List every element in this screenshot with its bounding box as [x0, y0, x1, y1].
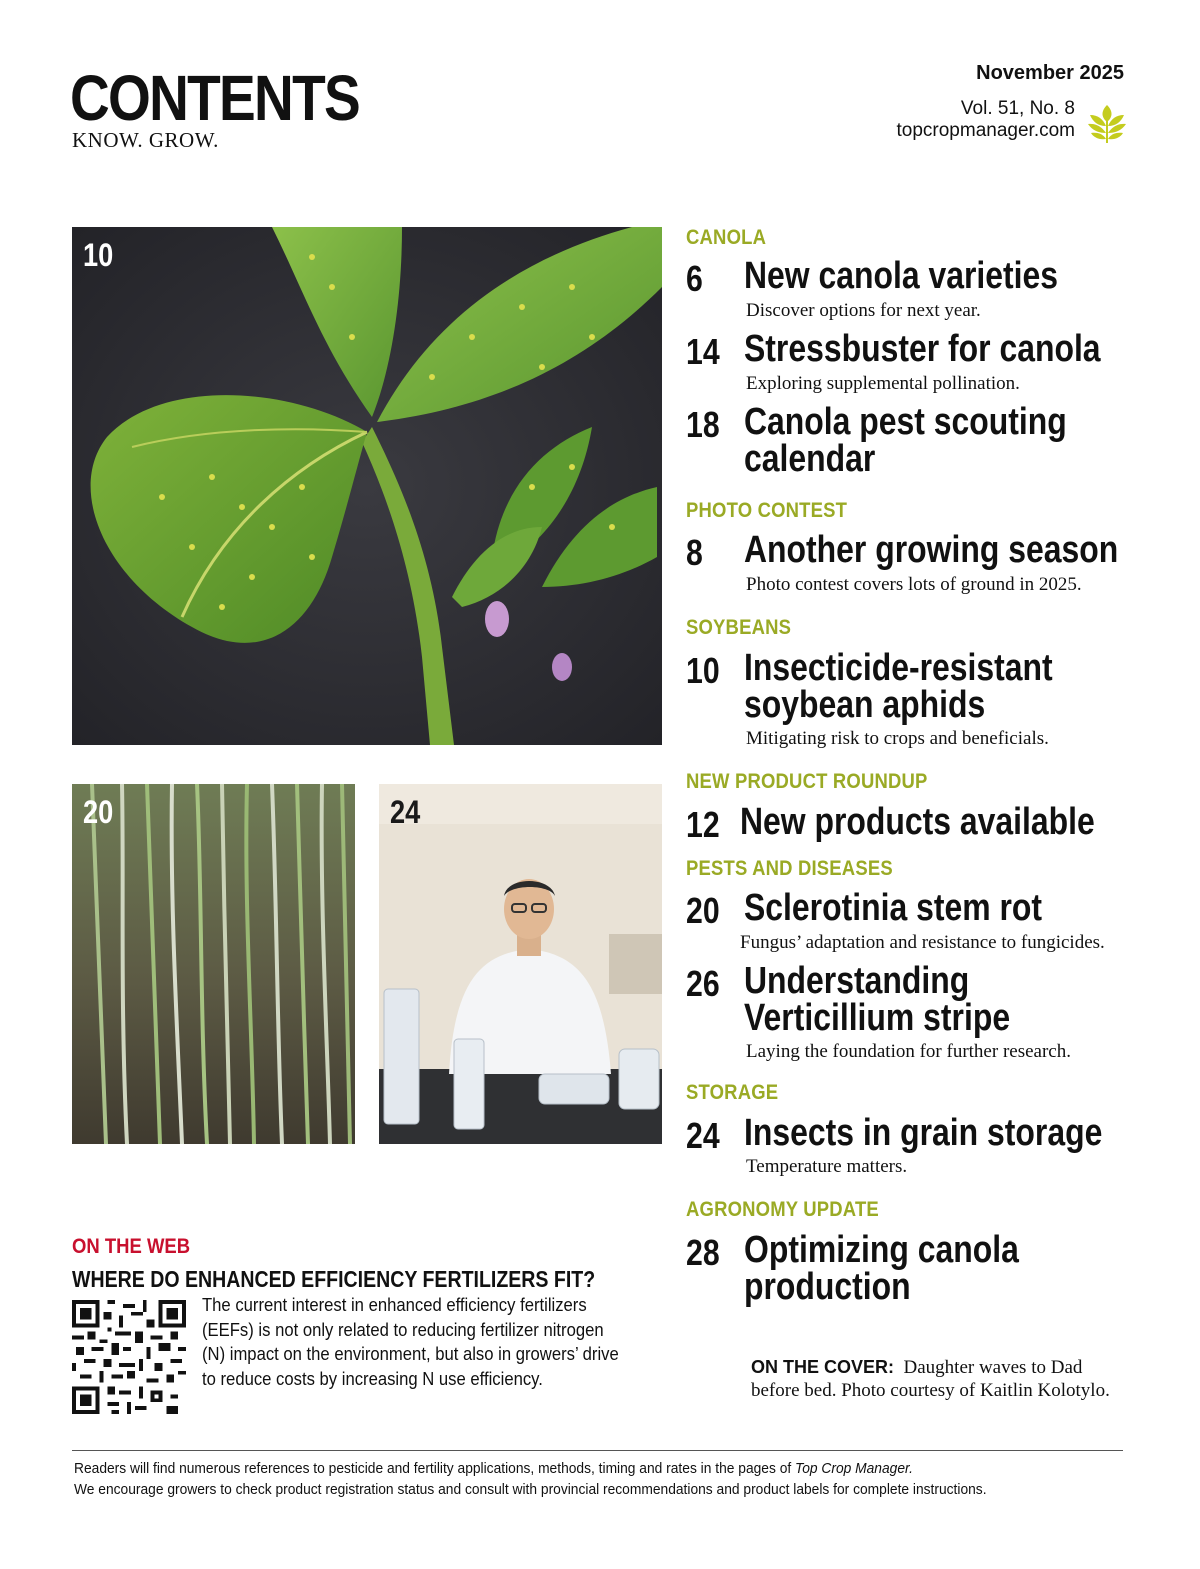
cover-text: Daughter waves to Dad before bed. Photo courtesy of Kaitlin Kolotylo. [751, 1357, 1110, 1401]
qr-code-icon[interactable] [72, 1300, 186, 1414]
entry-description: Temperature matters. [746, 1156, 908, 1177]
photo-soybean-aphids[interactable] [72, 227, 662, 745]
photo-page-number: 20 [83, 794, 114, 830]
photo-page-number: 24 [390, 794, 421, 830]
entry-title: Another growing season [744, 529, 1119, 571]
entry-title: New canola varieties [744, 255, 1059, 297]
on-the-web-headline[interactable]: WHERE DO ENHANCED EFFICIENCY FERTILIZERS FIT? [72, 1266, 596, 1292]
entry-page-number: 10 [686, 650, 720, 691]
entry-title: Understanding [744, 960, 970, 1002]
entry-description: Discover options for next year. [746, 300, 981, 321]
magazine-name: Top Crop Manager. [795, 1460, 913, 1477]
issue-date: November 2025 [976, 62, 1124, 84]
masthead-title: CONTENTS [70, 62, 359, 134]
website-link[interactable]: topcropmanager.com [896, 120, 1075, 141]
entry-title: Optimizing canola [744, 1229, 1019, 1271]
photo-sclerotinia-stems[interactable] [72, 784, 355, 1144]
entry-description: Exploring supplemental pollination. [746, 373, 1020, 394]
researcher-lab-image [379, 784, 662, 1144]
section-heading-agronomy-update: AGRONOMY UPDATE [686, 1198, 879, 1221]
entry-description: Fungus’ adaptation and resistance to fungicides. [740, 932, 1105, 953]
cover-note [751, 1356, 1131, 1402]
section-heading-soybeans: SOYBEANS [686, 616, 792, 639]
entry-title: Sclerotinia stem rot [744, 887, 1043, 929]
section-heading-pests-and-diseases: PESTS AND DISEASES [686, 857, 893, 880]
entry-description: Mitigating risk to crops and beneficials. [746, 728, 1049, 749]
disclaimer-line-2: We encourage growers to check product registration status and consult with provincial recommendations and product labels for complete instructions. [74, 1481, 987, 1498]
cover-label: ON THE COVER: [751, 1357, 895, 1377]
photo-page-number: 10 [83, 237, 114, 273]
entry-page-number: 6 [686, 258, 703, 299]
section-heading-photo-contest: PHOTO CONTEST [686, 499, 848, 522]
entry-title-line-2: calendar [744, 438, 876, 480]
masthead-tagline: KNOW. GROW. [72, 128, 219, 152]
entry-title-line-2: soybean aphids [744, 684, 986, 726]
entry-page-number: 20 [686, 890, 720, 931]
disclaimer-line-1: Readers will find numerous references to pesticide and fertility applications, methods, timing and rates in the pages of Top Crop Manager. [74, 1460, 913, 1477]
entry-page-number: 14 [686, 331, 720, 372]
entry-description: Laying the foundation for further research. [746, 1041, 1071, 1062]
wheat-logo-icon [1086, 102, 1128, 144]
entry-title: Insects in grain storage [744, 1112, 1103, 1154]
entry-page-number: 12 [686, 804, 720, 845]
issue-volume: Vol. 51, No. 8 [960, 98, 1075, 119]
entry-title: Canola pest scouting [744, 401, 1067, 443]
entry-page-number: 18 [686, 404, 720, 445]
on-the-web-label: ON THE WEB [72, 1235, 191, 1258]
entry-page-number: 28 [686, 1232, 720, 1273]
section-heading-storage: STORAGE [686, 1081, 779, 1104]
entry-description: Photo contest covers lots of ground in 2025. [746, 574, 1082, 595]
section-heading-canola: CANOLA [686, 226, 767, 249]
disclaimer-footer [74, 1458, 1104, 1500]
entry-title: New products available [740, 801, 1095, 843]
soybean-leaves-image [72, 227, 662, 745]
on-the-web-body: The current interest in enhanced efficiency fertilizers (EEFs) is not only related to reducing fertilizer nitrogen (N) impact on the environment, but also in growers’ drive to reduce costs by increasing N use efficiency. [202, 1294, 619, 1389]
photo-grain-storage-researcher[interactable] [379, 784, 662, 1144]
entry-title-line-2: Verticillium stripe [744, 997, 1011, 1039]
entry-page-number: 26 [686, 963, 720, 1004]
entry-title: Insecticide-resistant [744, 647, 1053, 689]
entry-page-number: 8 [686, 532, 703, 573]
entry-page-number: 24 [686, 1115, 720, 1156]
section-heading-new-product-roundup: NEW PRODUCT ROUNDUP [686, 770, 928, 793]
entry-title-line-2: production [744, 1266, 911, 1308]
entry-title: Stressbuster for canola [744, 328, 1101, 370]
footer-divider [72, 1450, 1123, 1451]
canola-stems-image [72, 784, 355, 1144]
